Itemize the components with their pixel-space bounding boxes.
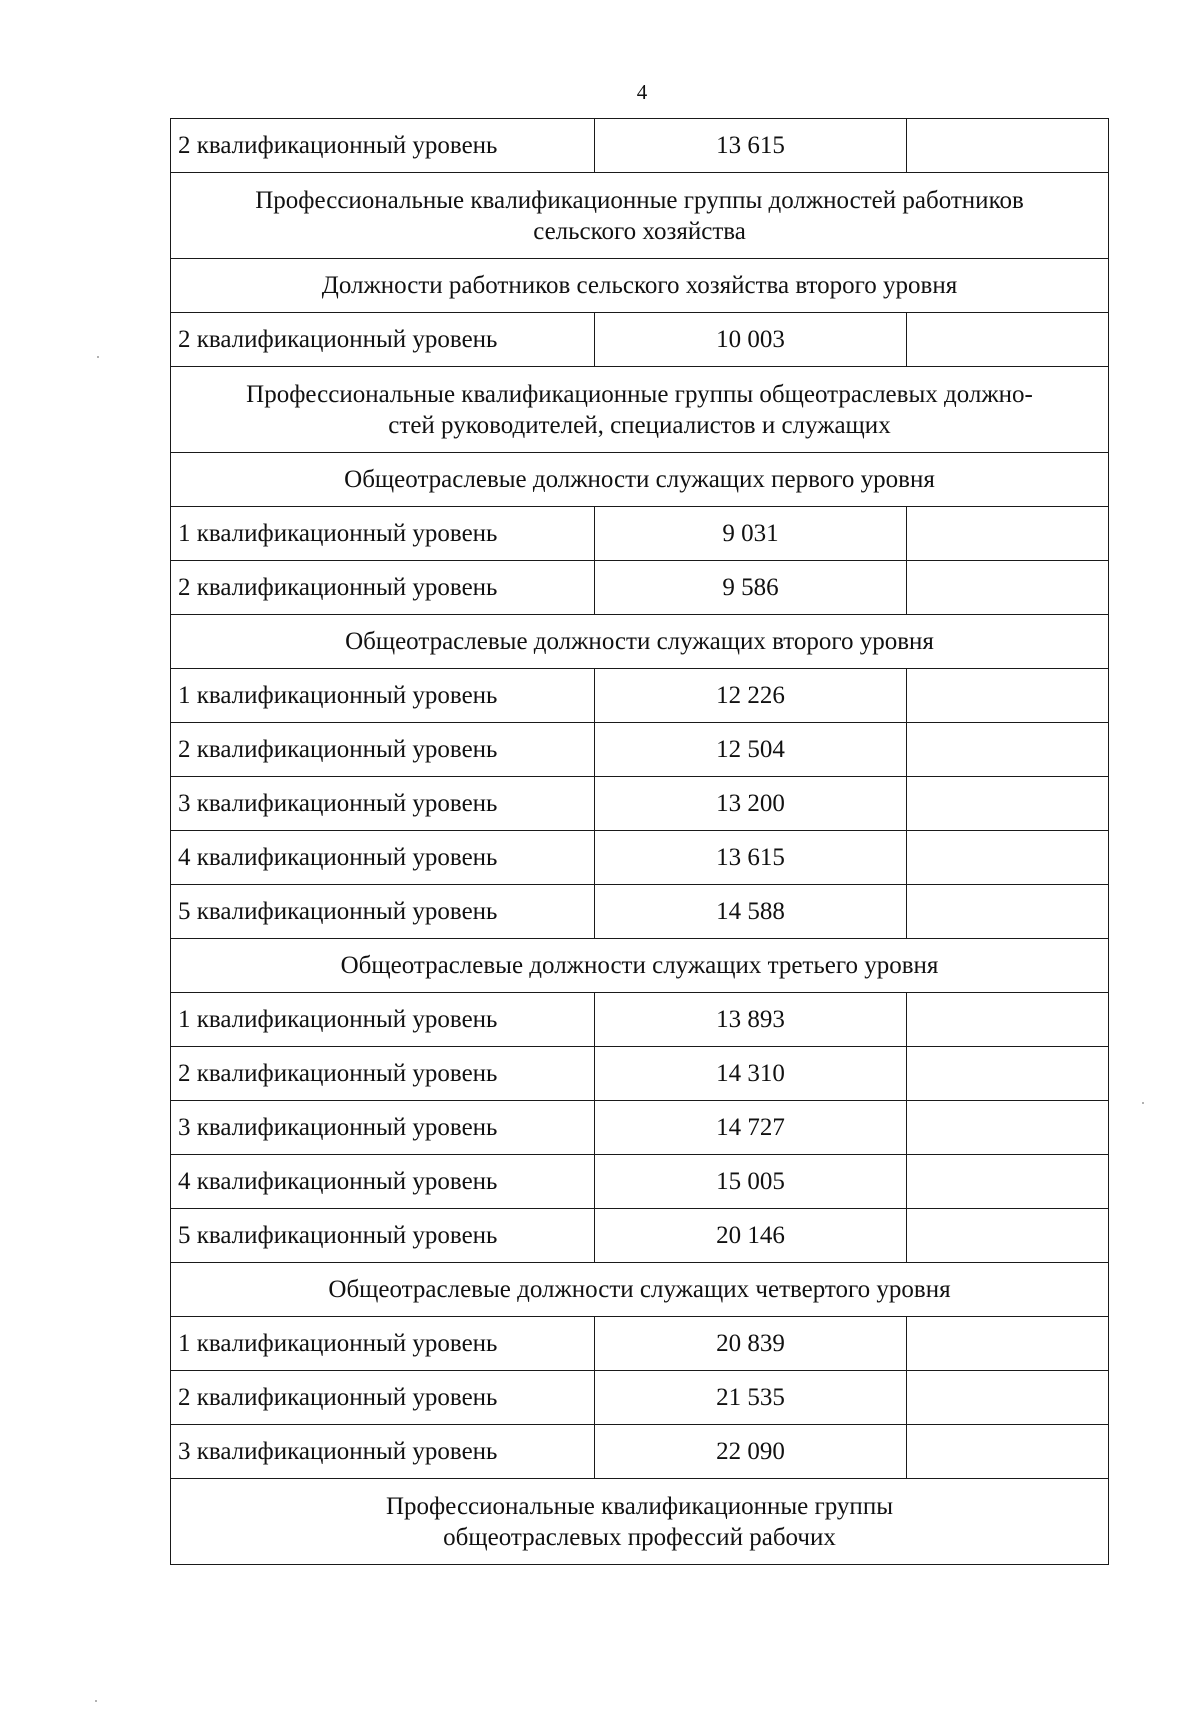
group-header-row — [171, 615, 1109, 669]
group-header — [171, 1263, 1109, 1317]
group-header-line: Общеотраслевые должности служащих второго уровня — [345, 628, 934, 655]
salary-value: 20 839 — [595, 1317, 907, 1371]
table-row — [171, 1209, 1109, 1263]
table-row — [171, 669, 1109, 723]
qualification-level-label: 1 квалификационный уровень — [171, 669, 595, 723]
group-header — [171, 615, 1109, 669]
salary-value: 12 226 — [595, 669, 907, 723]
empty-cell — [907, 1101, 1109, 1155]
salary-value: 14 588 — [595, 885, 907, 939]
salary-value: 9 586 — [595, 561, 907, 615]
qualification-level-label: 4 квалификационный уровень — [171, 831, 595, 885]
group-header-line: Общеотраслевые должности служащих четвертого уровня — [328, 1276, 951, 1303]
group-header-line: Общеотраслевые должности служащих третьего уровня — [340, 952, 939, 979]
table-row — [171, 507, 1109, 561]
qualification-level-label: 2 квалификационный уровень — [171, 313, 595, 367]
empty-cell — [907, 1047, 1109, 1101]
empty-cell — [907, 723, 1109, 777]
group-header-row — [171, 939, 1109, 993]
salary-value: 12 504 — [595, 723, 907, 777]
empty-cell — [907, 1155, 1109, 1209]
table-row — [171, 777, 1109, 831]
empty-cell — [907, 561, 1109, 615]
salary-value: 13 893 — [595, 993, 907, 1047]
group-header — [171, 453, 1109, 507]
empty-cell — [907, 777, 1109, 831]
table-row — [171, 1317, 1109, 1371]
group-header-line: Должности работников сельского хозяйства второго уровня — [321, 272, 958, 299]
qualification-level-label: 3 квалификационный уровень — [171, 1425, 595, 1479]
qualification-level-label: 2 квалификационный уровень — [171, 561, 595, 615]
salary-value: 14 310 — [595, 1047, 907, 1101]
qualification-level-label: 4 квалификационный уровень — [171, 1155, 595, 1209]
empty-cell — [907, 1425, 1109, 1479]
group-header — [171, 1479, 1109, 1565]
empty-cell — [907, 993, 1109, 1047]
group-header-row — [171, 453, 1109, 507]
table-row — [171, 1425, 1109, 1479]
group-header-line: Профессиональные квалификационные группы — [385, 1492, 893, 1520]
scan-speck — [1142, 1102, 1144, 1104]
scan-speck — [97, 356, 99, 358]
qualification-level-label: 1 квалификационный уровень — [171, 993, 595, 1047]
empty-cell — [907, 831, 1109, 885]
table-row — [171, 313, 1109, 367]
table-row — [171, 1155, 1109, 1209]
table-row — [171, 119, 1109, 173]
empty-cell — [907, 669, 1109, 723]
salary-value: 15 005 — [595, 1155, 907, 1209]
salary-value: 22 090 — [595, 1425, 907, 1479]
group-header — [171, 173, 1109, 259]
salary-table — [170, 118, 1109, 1565]
salary-value: 13 615 — [595, 119, 907, 173]
empty-cell — [907, 313, 1109, 367]
page-number: 4 — [636, 80, 648, 104]
group-header-row — [171, 1263, 1109, 1317]
group-header-row — [171, 259, 1109, 313]
group-header — [171, 367, 1109, 453]
group-header — [171, 259, 1109, 313]
empty-cell — [907, 119, 1109, 173]
qualification-level-label: 5 квалификационный уровень — [171, 1209, 595, 1263]
salary-value: 9 031 — [595, 507, 907, 561]
qualification-level-label: 3 квалификационный уровень — [171, 777, 595, 831]
group-header-line: стей руководителей, специалистов и служащих — [388, 411, 891, 439]
group-header-row — [171, 173, 1109, 259]
group-header-row — [171, 1479, 1109, 1565]
salary-value: 10 003 — [595, 313, 907, 367]
salary-value: 21 535 — [595, 1371, 907, 1425]
group-header-line: сельского хозяйства — [533, 217, 746, 245]
table-row — [171, 885, 1109, 939]
empty-cell — [907, 1317, 1109, 1371]
empty-cell — [907, 885, 1109, 939]
table-row — [171, 561, 1109, 615]
group-header-row — [171, 367, 1109, 453]
salary-value: 13 615 — [595, 831, 907, 885]
table-row — [171, 723, 1109, 777]
group-header-line: Общеотраслевые должности служащих первого уровня — [344, 466, 935, 493]
qualification-level-label: 3 квалификационный уровень — [171, 1101, 595, 1155]
salary-value: 14 727 — [595, 1101, 907, 1155]
table-row — [171, 993, 1109, 1047]
salary-value: 20 146 — [595, 1209, 907, 1263]
salary-value: 13 200 — [595, 777, 907, 831]
scan-speck — [95, 1700, 97, 1702]
qualification-level-label: 2 квалификационный уровень — [171, 723, 595, 777]
table-row — [171, 1047, 1109, 1101]
qualification-level-label: 1 квалификационный уровень — [171, 1317, 595, 1371]
qualification-level-label: 1 квалификационный уровень — [171, 507, 595, 561]
group-header — [171, 939, 1109, 993]
table-row — [171, 1101, 1109, 1155]
table-row — [171, 1371, 1109, 1425]
qualification-level-label: 2 квалификационный уровень — [171, 1047, 595, 1101]
group-header-line: Профессиональные квалификационные группы общеотраслевых должно- — [246, 380, 1033, 408]
group-header-line: общеотраслевых профессий рабочих — [443, 1523, 836, 1551]
table-row — [171, 831, 1109, 885]
empty-cell — [907, 507, 1109, 561]
qualification-level-label: 2 квалификационный уровень — [171, 119, 595, 173]
qualification-level-label: 2 квалификационный уровень — [171, 1371, 595, 1425]
empty-cell — [907, 1371, 1109, 1425]
group-header-line: Профессиональные квалификационные группы должностей работников — [255, 186, 1024, 214]
empty-cell — [907, 1209, 1109, 1263]
qualification-level-label: 5 квалификационный уровень — [171, 885, 595, 939]
